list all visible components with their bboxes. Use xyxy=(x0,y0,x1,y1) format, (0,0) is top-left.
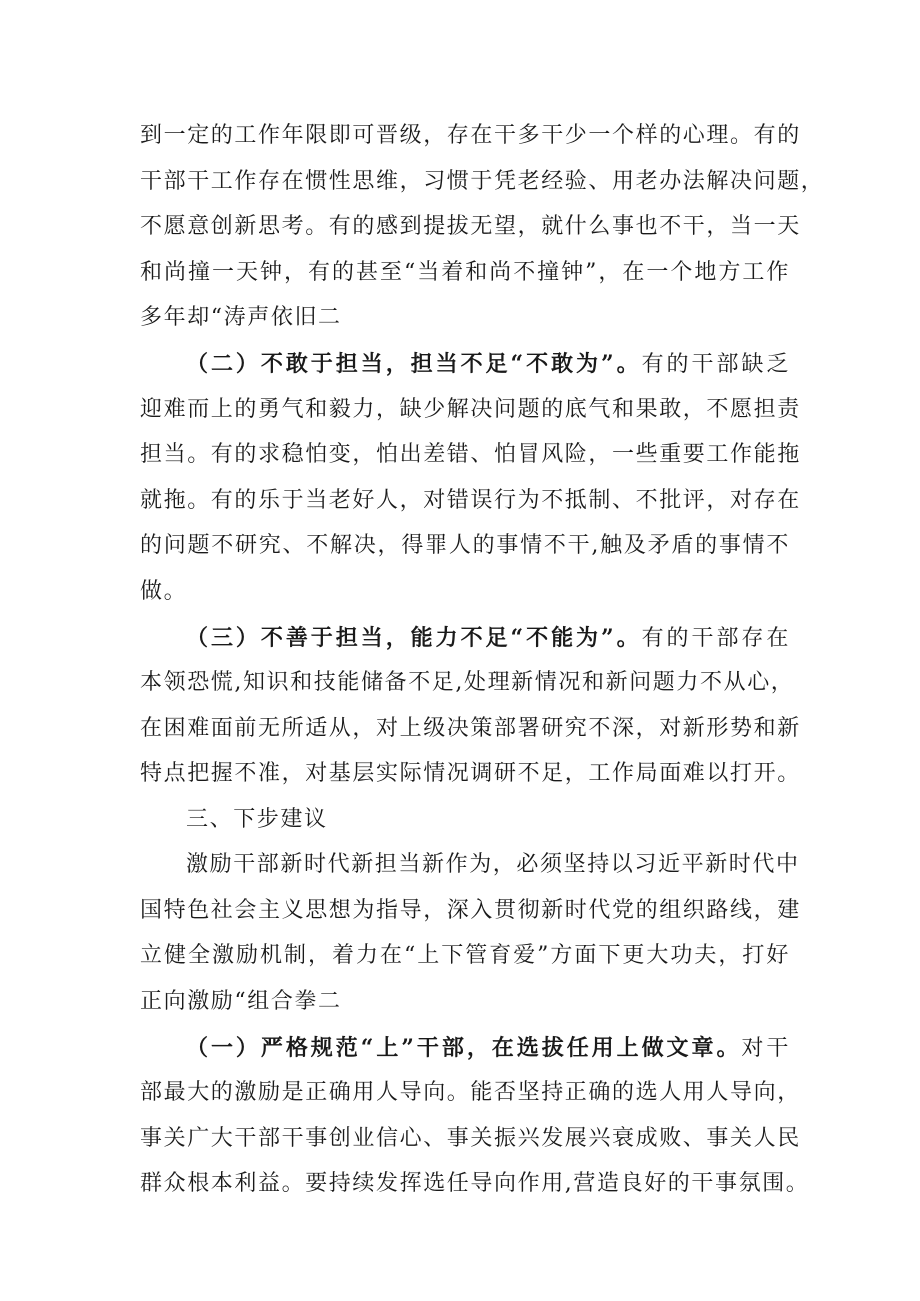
paragraph-2-line-4: 就拖。有的乐于当老好人，对错误行为不抵制、不批评，对存在 xyxy=(140,488,801,513)
section-heading: 三、下步建议 xyxy=(186,807,328,832)
paragraph-5-line-1 xyxy=(186,1025,790,1071)
paragraph-3-line-2: 本领恐慌,知识和技能储备不足,处理新情况和新问题力不从心， xyxy=(140,670,795,695)
paragraph-1-line-5: 多年却“涛声依旧二 xyxy=(140,305,342,330)
paragraph-3-heading: （三）不善于担当，能力不足“不能为”。 xyxy=(186,625,642,651)
paragraph-5-heading: （一）严格规范“上”干部，在选拔任用上做文章。 xyxy=(186,1035,742,1061)
paragraph-2-line-2: 迎难而上的勇气和毅力，缺少解决问题的底气和果敢，不愿担责 xyxy=(140,397,801,422)
paragraph-2-line-6: 做。 xyxy=(140,579,188,604)
paragraph-4-line-2: 国特色社会主义思想为指导，深入贯彻新时代党的组织路线，建 xyxy=(140,898,801,923)
paragraph-5-line-4: 群众根本利益。要持续发挥选任导向作用,营造良好的干事氛围。 xyxy=(140,1171,810,1196)
paragraph-5-line-3: 事关广大干部干事创业信心、事关振兴发展兴衰成败、事关人民 xyxy=(140,1126,801,1151)
paragraph-3-line-4: 特点把握不准，对基层实际情况调研不足，工作局面难以打开。 xyxy=(140,761,801,786)
paragraph-3-first-line-rest: 有的干部存在 xyxy=(641,626,790,651)
paragraph-2-heading: （二）不敢于担当，担当不足“不敢为”。 xyxy=(186,351,642,377)
paragraph-1-line-4: 和尚撞一天钟，有的甚至“当着和尚不撞钟”，在一个地方工作 xyxy=(140,260,790,285)
paragraph-4-line-4: 正向激励“组合拳二 xyxy=(140,989,342,1014)
paragraph-3-line-1 xyxy=(186,615,790,661)
paragraph-2-first-line-rest: 有的干部缺乏 xyxy=(641,352,790,377)
paragraph-3-line-3: 在困难面前无所适从，对上级决策部署研究不深，对新形势和新 xyxy=(140,716,801,741)
paragraph-5-line-2: 部最大的激励是正确用人导向。能否坚持正确的选人用人导向， xyxy=(140,1080,801,1105)
paragraph-2-line-1 xyxy=(186,341,790,387)
paragraph-5-first-line-rest: 对干 xyxy=(741,1036,790,1061)
paragraph-1-line-3: 不愿意创新思考。有的感到提拔无望，就什么事也不干，当一天 xyxy=(140,214,801,239)
paragraph-2-line-5: 的问题不研究、不解决，得罪人的事情不干,触及矛盾的事情不 xyxy=(140,533,790,558)
paragraph-1-line-1: 到一定的工作年限即可晋级，存在干多干少一个样的心理。有的 xyxy=(140,123,801,148)
paragraph-1-line-2: 干部干工作存在惯性思维，习惯于凭老经验、用老办法解决问题， xyxy=(140,169,825,194)
paragraph-2-line-3: 担当。有的求稳怕变，怕出差错、怕冒风险，一些重要工作能拖 xyxy=(140,442,801,467)
paragraph-4-line-1: 激励干部新时代新担当新作为，必须坚持以习近平新时代中 xyxy=(186,852,800,877)
paragraph-4-line-3: 立健全激励机制，着力在“上下管育爱”方面下更大功夫，打好 xyxy=(140,943,790,968)
